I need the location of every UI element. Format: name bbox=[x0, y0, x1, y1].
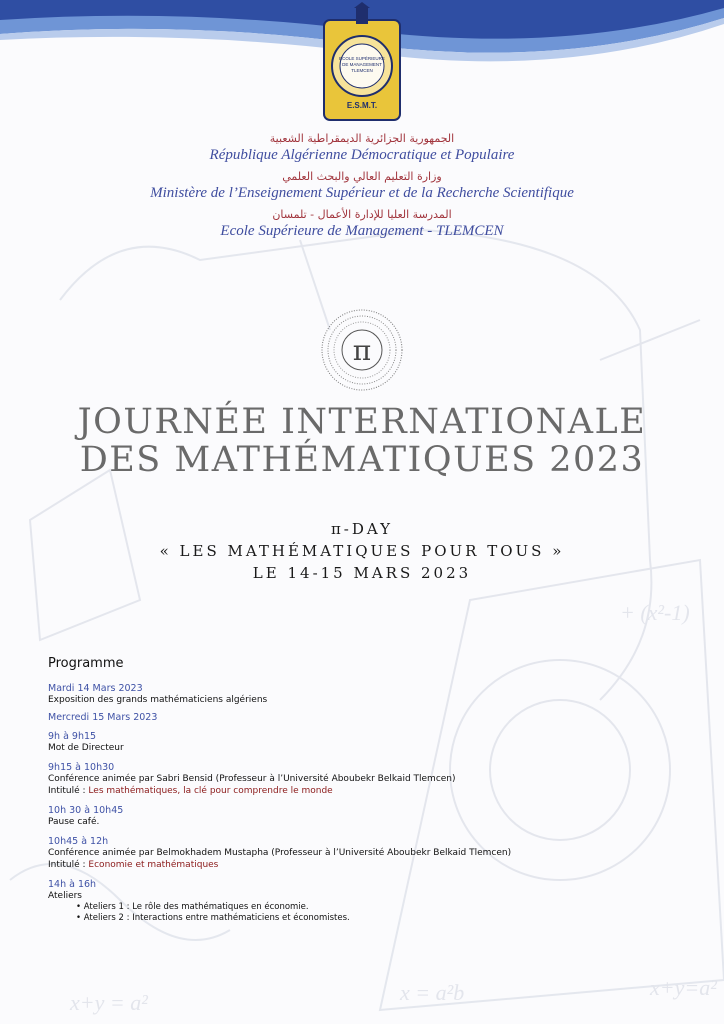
session4-intitule bbox=[48, 859, 688, 871]
session2-intitule bbox=[48, 785, 688, 797]
atelier1-item: • Ateliers 1 : Le rôle des mathématiques en économie. bbox=[76, 902, 309, 912]
pi-symbol: π bbox=[352, 334, 372, 367]
session5-time: 14h à 16h bbox=[48, 879, 97, 890]
arabic-school: المدرسة العليا للإدارة الأعمال - تلمسان bbox=[272, 208, 452, 221]
session4-intitule-label: Intitulé : bbox=[48, 860, 89, 870]
svg-text:x = a²b: x = a²b bbox=[400, 980, 465, 1005]
logo-text-line1: ECOLE SUPÉRIEURE bbox=[339, 56, 385, 61]
esmt-logo bbox=[318, 2, 406, 128]
french-school: Ecole Supérieure de Management - TLEMCEN bbox=[220, 223, 504, 239]
session1-time: 9h à 9h15 bbox=[48, 731, 97, 742]
session4-intitule-value: Economie et mathématiques bbox=[88, 860, 219, 870]
session2-intitule-value: Les mathématiques, la clé pour comprendre le monde bbox=[88, 786, 333, 796]
session3-time: 10h 30 à 10h45 bbox=[48, 805, 124, 816]
event-subtitle bbox=[0, 518, 724, 584]
day1-text: Exposition des grands mathématiciens algériens bbox=[48, 695, 268, 705]
title-line-2: DES MATHÉMATIQUES 2023 bbox=[79, 440, 645, 480]
logo-acronym: E.S.M.T. bbox=[346, 101, 378, 110]
logo-text-line3: TLEMCEN bbox=[351, 68, 373, 73]
session4-time: 10h45 à 12h bbox=[48, 836, 109, 847]
arabic-republic: الجمهورية الجزائرية الديمقراطية الشعبية bbox=[269, 132, 455, 145]
day2-date: Mercredi 15 Mars 2023 bbox=[48, 712, 158, 723]
french-ministry: Ministère de l’Enseignement Supérieur et de la Recherche Scientifique bbox=[150, 185, 574, 201]
session2-intitule-label: Intitulé : bbox=[48, 786, 89, 796]
institution-header bbox=[0, 128, 724, 246]
pi-day-label: π-DAY bbox=[330, 520, 394, 538]
arabic-ministry: وزارة التعليم العالي والبحث العلمي bbox=[282, 170, 442, 183]
svg-text:x+y=a²: x+y=a² bbox=[650, 975, 717, 1000]
session2-time: 9h15 à 10h30 bbox=[48, 762, 115, 773]
theme-label: « LES MATHÉMATIQUES POUR TOUS » bbox=[159, 542, 565, 560]
svg-text:x+y = a²: x+y = a² bbox=[70, 990, 148, 1015]
pi-circle-logo bbox=[320, 308, 404, 392]
title-line-1: JOURNÉE INTERNATIONALE bbox=[77, 402, 647, 442]
svg-text:+ (x²-1): + (x²-1) bbox=[620, 600, 690, 625]
session2-text: Conférence animée par Sabri Bensid (Professeur à l’Université Aboubekr Belkaid Tlemcen) bbox=[48, 774, 456, 784]
programme-heading: Programme bbox=[48, 656, 124, 671]
dates-label: LE 14-15 MARS 2023 bbox=[252, 564, 472, 582]
atelier2-item: • Ateliers 2 : Interactions entre mathématiciens et économistes. bbox=[76, 913, 350, 923]
session4-text: Conférence animée par Belmokhadem Mustapha (Professeur à l’Université Aboubekr Belkaid Tlemcen) bbox=[48, 848, 512, 858]
logo-text-line2: DE MANAGEMENT bbox=[342, 62, 382, 67]
french-republic: République Algérienne Démocratique et Populaire bbox=[209, 147, 515, 163]
day1-date: Mardi 14 Mars 2023 bbox=[48, 683, 143, 694]
event-title bbox=[0, 403, 724, 479]
session5-text: Ateliers bbox=[48, 891, 82, 901]
programme-section bbox=[48, 656, 688, 924]
session3-text: Pause café. bbox=[48, 817, 100, 827]
session1-text: Mot de Directeur bbox=[48, 743, 124, 753]
